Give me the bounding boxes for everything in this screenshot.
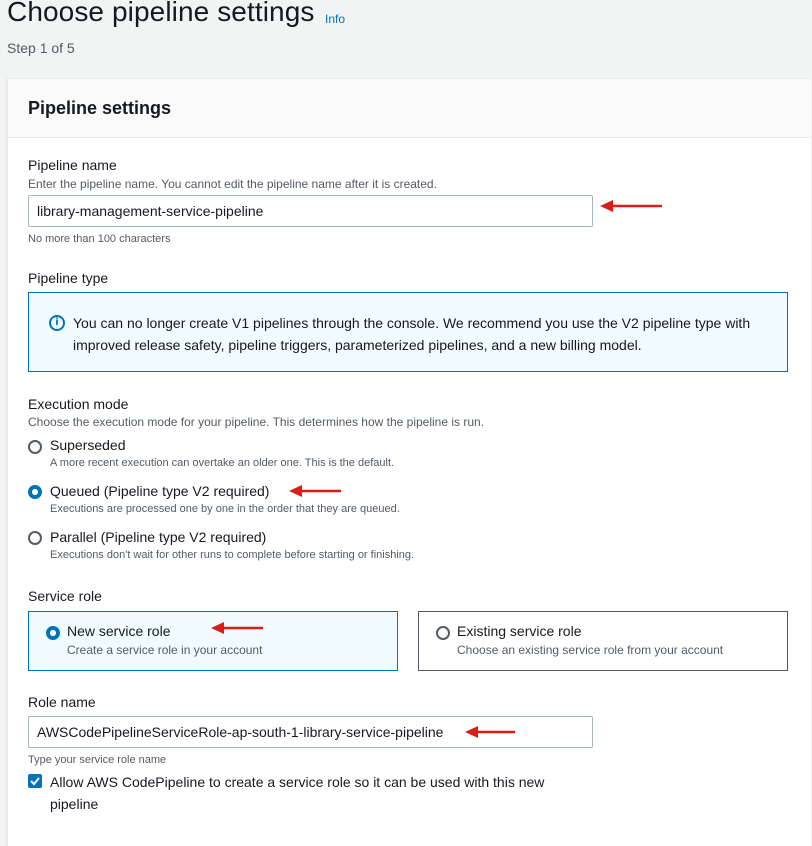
pipeline-type-info-alert xyxy=(28,292,788,372)
create-service-role-checkbox[interactable] xyxy=(28,774,42,788)
new-service-role-radio[interactable] xyxy=(46,626,60,640)
execution-mode-label: Execution mode xyxy=(28,396,129,412)
pipeline-settings-panel xyxy=(7,78,812,846)
annotation-arrow-icon xyxy=(463,724,517,740)
pipeline-name-description: Enter the pipeline name. You cannot edit the pipeline name after it is created. xyxy=(28,177,437,191)
pipeline-name-label: Pipeline name xyxy=(28,157,117,173)
new-service-role-description: Create a service role in your account xyxy=(67,643,263,657)
panel-title: Pipeline settings xyxy=(28,98,172,118)
annotation-arrow-icon xyxy=(598,198,664,214)
execution-mode-description: Choose the execution mode for your pipeline. This determines how the pipeline is run. xyxy=(28,415,485,429)
existing-service-role-radio[interactable] xyxy=(436,626,450,640)
info-icon: i xyxy=(49,315,65,331)
new-service-role-label[interactable]: New service role xyxy=(67,623,171,639)
existing-service-role-description: Choose an existing service role from your account xyxy=(457,643,724,657)
service-role-label: Service role xyxy=(28,588,102,604)
alert-text: You can no longer create V1 pipelines through the console. We recommend you use the V2 pipeline type with improved release safety, pipeline triggers, parameterized pipelines, and a new billing model. xyxy=(73,315,751,353)
existing-service-role-label[interactable]: Existing service role xyxy=(457,623,582,639)
parallel-description: Executions don't wait for other runs to complete before starting or finishing. xyxy=(50,549,415,561)
queued-label[interactable]: Queued (Pipeline type V2 required) xyxy=(50,483,270,499)
parallel-radio[interactable] xyxy=(28,531,42,545)
queued-description: Executions are processed one by one in the order that they are queued. xyxy=(50,503,400,515)
pipeline-type-label: Pipeline type xyxy=(28,270,109,286)
superseded-radio[interactable] xyxy=(28,440,42,454)
queued-radio[interactable] xyxy=(28,485,42,499)
parallel-label[interactable]: Parallel (Pipeline type V2 required) xyxy=(50,529,267,545)
annotation-arrow-icon xyxy=(287,483,343,499)
page-title: Choose pipeline settings xyxy=(7,0,315,27)
superseded-description: A more recent execution can overtake an older one. This is the default. xyxy=(50,457,395,469)
step-indicator: Step 1 of 5 xyxy=(7,40,75,56)
existing-service-role-tile[interactable] xyxy=(418,611,788,671)
panel-header xyxy=(8,79,811,138)
role-name-label: Role name xyxy=(28,694,96,710)
checkmark-icon xyxy=(29,775,41,787)
pipeline-name-input[interactable] xyxy=(28,195,593,227)
pipeline-name-constraint: No more than 100 characters xyxy=(28,233,171,245)
create-service-role-checkbox-label[interactable]: Allow AWS CodePipeline to create a service role so it can be used with this new pipeline xyxy=(50,774,545,812)
superseded-label[interactable]: Superseded xyxy=(50,437,126,453)
info-link[interactable]: Info xyxy=(325,12,346,26)
role-name-hint: Type your service role name xyxy=(28,754,167,766)
annotation-arrow-icon xyxy=(209,620,265,636)
